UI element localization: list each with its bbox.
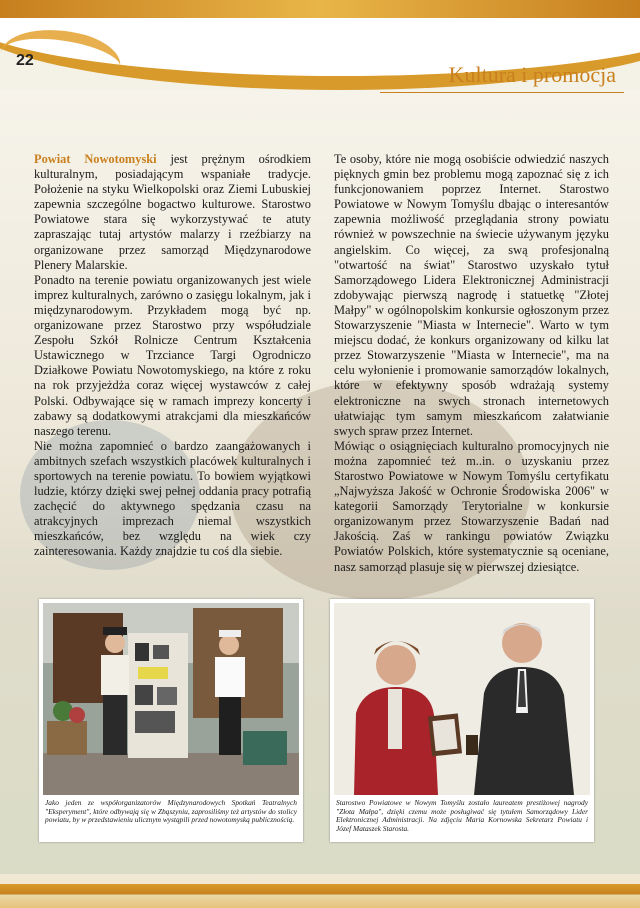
photo-card-street-theatre [39,599,303,842]
lead-text: Powiat Nowotomyski [34,152,157,166]
header-gold-strip [0,0,640,18]
photo-award [334,603,590,795]
street-theatre-image [43,603,299,795]
paragraph-text: Ponadto na terenie powiatu organizowanych jest wiele imprez kulturalnych, zarówno o zasięgu lokalnym, jak i międzynarodowym. Przykładem mogą być np. organizowane przez Starostwo przy współudziale Zespołu Szkół Rolnicze Centrum Kształcenia Ustawicznego w Trzciance Targi Ogrodniczo Działkowe Powiatu Nowotomyskiego, na które z roku na rok przyjeżdża coraz więcej wystawców z całej Polski. Odbywające się w ramach imprezy koncerty i zabawy są dodatkowymi atrakcjami dla mieszkańców naszego terenu. [34,272,311,438]
title-rule [380,92,624,93]
article-left-column [34,152,311,560]
photo-caption: Jako jeden ze współorganizatorów Międzynarodowych Spotkań Teatralnych "Eksperyment", które odbywają się w Zbąszyniu, zaprosiliśmy też artystów do stolicy powiatu, by w przedstawieniu ulicznym wystąpili przed nowotomyską publicznością. [45,798,297,825]
photo-card-award [330,599,594,842]
paragraph-text: Mówiąc o osiągnięciach kulturalno promocyjnych nie można zapomnieć też m..in. o uzyskaniu przez Starostwo Powiatowe w Nowym Tomyślu certyfikatu „Najwyższa Jakość w Ochronie Środowiska 2006" w kategorii Samorządy Terytorialne w konkursie organizowanym przez Stowarzyszenie Badań nad Jakością. Zaś w rankingu powiatów Związku Powiatów Polskich, które systematycznie są oceniane, nasz samorząd plasuje się w pierwszej dziesiątce. [334,438,609,574]
paragraph [34,152,311,273]
photo-street-theatre [43,603,299,795]
paragraph [334,152,609,439]
photo-caption: Starostwo Powiatowe w Nowym Tomyślu zostało laureatem prestiżowej nagrody "Złota Małpa", dzięki czemu może posługiwać się tytułem Samorządowy Lider Elektronicznej Administracji. Na zdjęciu Maria Kornowska Sekretarz Powiatu i Józef Mataszek Starosta. [336,798,588,833]
paragraph-text: Te osoby, które nie mogą osobiście odwiedzić naszych pięknych gmin bez problemu mogą zapoznać się z ich funkcjonowaniem poprzez Internet. Starostwo Powiatowe w Nowym Tomyślu dbając o interesantów zapewnia możliwość przeglądania strony powiatu również w powszechnie na świecie używanym języku angielskim. Co więcej, za swą profesjonalną "otwartość na świat" Starostwo uzyskało tytuł Samorządowego Lidera Elektronicznej Administracji zdobywając pierwszą nagrodę i statuetkę "Złotej Małpy" w ogólnopolskim konkursie ogłoszonym przez Stowarzyszenie "Miasta w Internecie". Warto w tym miejscu dodać, że konkurs organizowany od kilku lat przez Stowarzyszenie "Miasta w Internecie", ma na celu wyłonienie i promowanie samorządów lokalnych, które w efektywny sposób wdrażają systemy elektroniczne na swych stronach internetowych ułatwiając tym samym mieszkańcom załatwianie swych spraw przez Internet. [334,152,609,438]
paragraph-text: Nie można zapomnieć o bardzo zaangażowanych i ambitnych szefach wszystkich placówek kulturalnych i sportowych na terenie powiatu. To bowiem wyjątkowi ludzie, którzy dzięki swej pełnej oddania pracy potrafią zachęcić do aktywnego spędzania czasu na atrakcyjnych imprezach niemal wszystkich mieszkańców, bez względu na wiek czy zainteresowania. Każdy znajdzie tu coś dla siebie. [34,438,311,559]
paragraph [334,439,609,575]
paragraph [34,273,311,439]
section-title: Kultura i promocja [448,62,616,87]
award-ceremony-image [334,603,590,795]
paragraph-text: jest prężnym ośrodkiem kulturalnym, posiadającym wspaniałe tradycje. Położenie na styku Wielkopolski oraz Ziemi Lubuskiej zapewnia szczególne bogactwo kulturowe. Starostwo Powiatowe stara się wykorzystywać te atuty zapraszając tutaj artystów malarzy i rzeźbiarzy na organizowane przez samorząd Międzynarodowe Plenery Malarskie. [34,152,311,272]
paragraph [34,439,311,560]
page-number: 22 [16,52,34,69]
footer-band [0,874,640,908]
article-right-column [334,152,609,575]
